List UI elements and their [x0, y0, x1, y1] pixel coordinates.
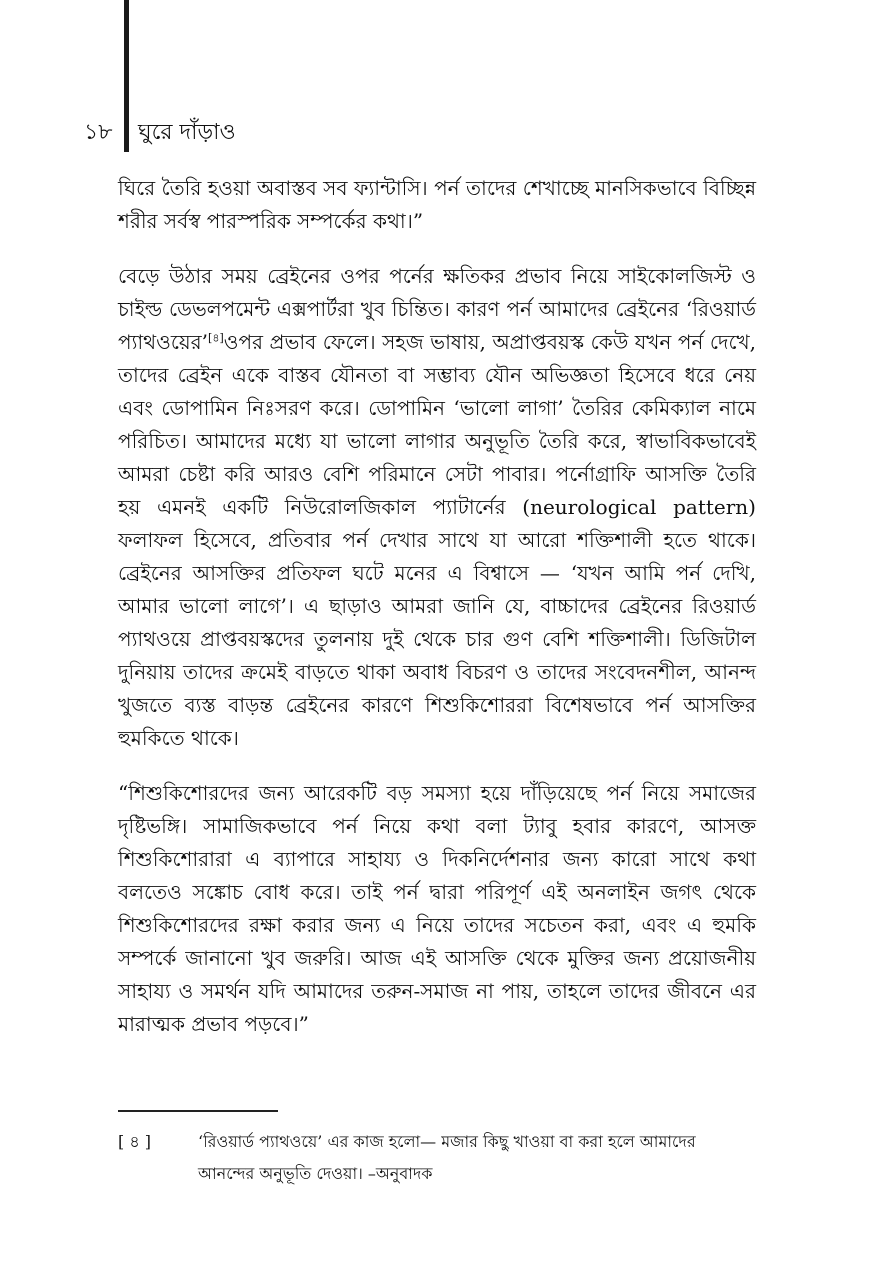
header-vertical-rule	[124, 0, 129, 152]
paragraph-2-part-2: ওপর প্রভাব ফেলে। সহজ ভাষায়, অপ্রাপ্তবয়স্ক কেউ যখন পর্ন দেখে, তাদের ব্রেইন একে বাস্তব যৌনতা বা সম্ভাব্য যৌন অভিজ্ঞতা হিসেবে ধরে নেয় এবং ডোপামিন নিঃসরণ করে। ডোপামিন ‘ভালো লাগা’ তৈরির কেমিক্যাল নামে পরিচিত। আমাদের মধ্যে যা ভালো লাগার অনুভূতি তৈরি করে, স্বাভাবিকভাবেই আমরা চেষ্টা করি আরও বেশি পরিমানে সেটা পাবার। পর্নোগ্রাফি আসক্তি তৈরি হয় এমনই একটি নিউরোলজিকাল প্যাটার্নের (neurological pattern) ফলাফল হিসেবে, প্রতিবার পর্ন দেখার সাথে যা আরো শক্তিশালী হতে থাকে। ব্রেইনের আসক্তির প্রতিফল ঘটে মনের এ বিশ্বাসে — ‘যখন আমি পর্ন দেখি, আমার ভালো লাগে’। এ ছাড়াও আমরা জানি যে, বাচ্চাদের ব্রেইনের রিওয়ার্ড প্যাথওয়ে প্রাপ্তবয়স্কদের তুলনায় দুই থেকে চার গুণ বেশি শক্তিশালী। ডিজিটাল দুনিয়ায় তাদের ক্রমেই বাড়তে থাকা অবাধ বিচরণ ও তাদের সংবেদনশীল, আনন্দ খুজতে ব্যস্ত বাড়ন্ত ব্রেইনের কারণে শিশুকিশোররা বিশেষভাবে পর্ন আসক্তির হুমকিতে থাকে।	[118, 330, 756, 750]
footnote-text: ‘রিওয়ার্ড প্যাথওয়ে’ এর কাজ হলো— মজার কিছু খাওয়া বা করা হলে আমাদের আনন্দের অনুভূতি দেওয়া। –অনুবাদক	[198, 1132, 696, 1183]
paragraph-2-part-1: বেড়ে উঠার সময় ব্রেইনের ওপর পর্নের ক্ষতিকর প্রভাব নিয়ে সাইকোলজিস্ট ও চাইল্ড ডেভলপমেন্ট এক্সপার্টরা খুব চিন্তিত। কারণ পর্ন আমাদের ব্রেইনের ‘রিওয়ার্ড প্যাথওয়ের’	[118, 264, 756, 354]
footnote-divider	[118, 1110, 278, 1112]
footnote	[118, 1126, 756, 1190]
paragraph-3: “শিশুকিশোরদের জন্য আরেকটি বড় সমস্যা হয়ে দাঁড়িয়েছে পর্ন নিয়ে সমাজের দৃষ্টিভঙ্গি। সামাজিকভাবে পর্ন নিয়ে কথা বলা ট্যাবু হবার কারণে, আসক্ত শিশুকিশোরারা এ ব্যাপারে সাহায্য ও দিকনির্দেশনার জন্য কারো সাথে কথা বলতেও সঙ্কোচ বোধ করে। তাই পর্ন দ্বারা পরিপূর্ণ এই অনলাইন জগৎ থেকে শিশুকিশোরদের রক্ষা করার জন্য এ নিয়ে তাদের সচেতন করা, এবং এ হুমকি সম্পর্কে জানানো খুব জরুরি। আজ এই আসক্তি থেকে মুক্তির জন্য প্রয়োজনীয় সাহায্য ও সমর্থন যদি আমাদের তরুন-সমাজ না পায়, তাহলে তাদের জীবনে এর মারাত্মক প্রভাব পড়বে।”	[118, 781, 756, 1036]
page-number: ১৮	[84, 120, 113, 145]
running-title: ঘুরে দাঁড়াও	[138, 120, 236, 145]
footnote-reference-marker: [৪]	[208, 331, 224, 345]
body-text	[118, 172, 756, 1063]
paragraph-1: ঘিরে তৈরি হওয়া অবাস্তব সব ফ্যান্টাসি। পর্ন তাদের শেখাচ্ছে মানসিকভাবে বিচ্ছিন্ন শরীর সর্বস্ব পারস্পরিক সম্পর্কের কথা।”	[118, 176, 756, 233]
footnote-label: [ ৪ ]	[118, 1132, 152, 1151]
paragraph-2	[118, 260, 756, 755]
